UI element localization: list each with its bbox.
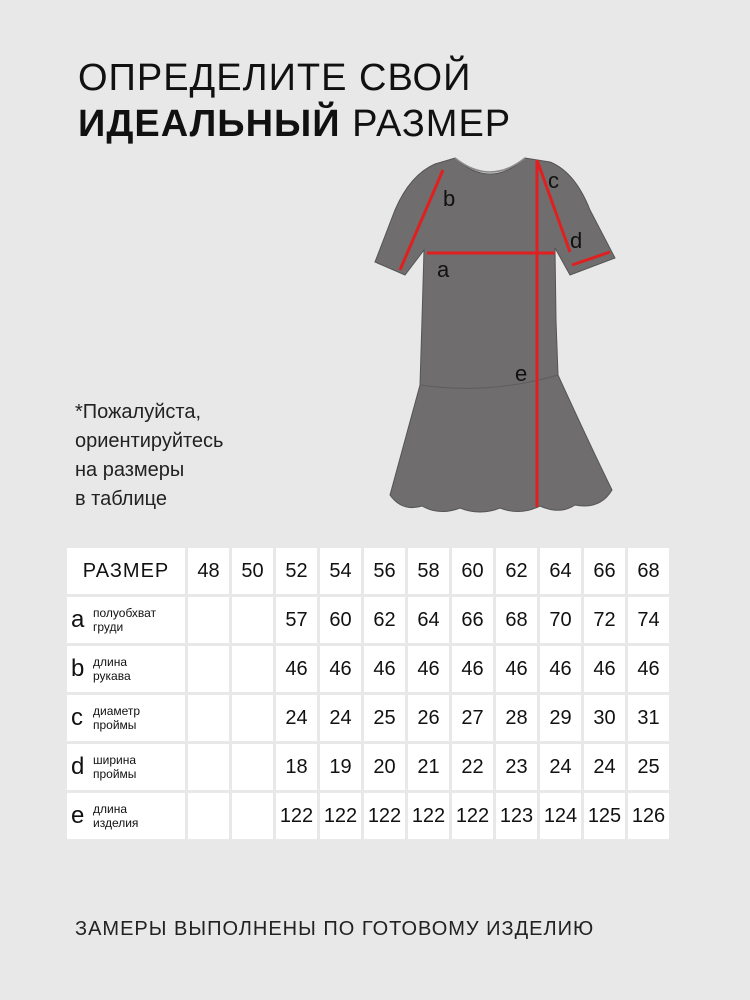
table-cell: 29 <box>540 695 581 741</box>
row-label-cell <box>67 597 185 643</box>
label-a: a <box>437 257 450 282</box>
dress-diagram <box>360 150 620 520</box>
row-name <box>93 655 131 683</box>
row-label <box>67 655 185 683</box>
table-cell: 70 <box>540 597 581 643</box>
row-label-cell <box>67 695 185 741</box>
label-d: d <box>570 228 583 253</box>
table-cell: 68 <box>496 597 537 643</box>
table-cell: 122 <box>320 793 361 839</box>
table-cell: 18 <box>276 744 317 790</box>
table-cell: 46 <box>496 646 537 692</box>
row-name <box>93 606 156 634</box>
table-cell <box>188 695 229 741</box>
title-line-1: ОПРЕДЕЛИТЕ СВОЙ <box>78 57 472 99</box>
row-label-cell <box>67 646 185 692</box>
table-cell: 46 <box>364 646 405 692</box>
row-letter: b <box>71 655 85 682</box>
table-cell: 122 <box>364 793 405 839</box>
row-name-line: проймы <box>93 767 137 781</box>
size-header-cell: 58 <box>408 548 449 594</box>
table-cell: 20 <box>364 744 405 790</box>
table-cell: 62 <box>364 597 405 643</box>
table-cell: 46 <box>540 646 581 692</box>
size-header-cell: 60 <box>452 548 493 594</box>
table-row <box>67 597 669 643</box>
table-cell: 46 <box>452 646 493 692</box>
row-label <box>67 704 185 732</box>
table-cell: 24 <box>320 695 361 741</box>
table-cell: 19 <box>320 744 361 790</box>
table-cell: 126 <box>628 793 669 839</box>
table-row <box>67 695 669 741</box>
row-name-line: длина <box>93 655 128 669</box>
table-cell: 46 <box>276 646 317 692</box>
size-header-cell: 68 <box>628 548 669 594</box>
table-cell <box>232 597 273 643</box>
page-title <box>78 55 511 147</box>
size-note <box>75 398 223 514</box>
row-name <box>93 753 136 781</box>
table-cell <box>188 597 229 643</box>
table-cell: 21 <box>408 744 449 790</box>
table-cell <box>232 744 273 790</box>
table-cell <box>188 646 229 692</box>
label-b: b <box>443 186 456 211</box>
row-name-line: проймы <box>93 718 137 732</box>
table-cell: 28 <box>496 695 537 741</box>
table-cell: 57 <box>276 597 317 643</box>
size-header-cell: 54 <box>320 548 361 594</box>
table-cell: 64 <box>408 597 449 643</box>
note-line: *Пожалуйста, <box>75 401 202 423</box>
row-label-cell <box>67 793 185 839</box>
table-cell: 22 <box>452 744 493 790</box>
note-line: на размеры <box>75 459 185 481</box>
table-cell: 46 <box>628 646 669 692</box>
table-cell: 122 <box>452 793 493 839</box>
row-name <box>93 704 140 732</box>
title-bold-word: ИДЕАЛЬНЫЙ <box>78 103 341 145</box>
title-line-2 <box>78 101 511 147</box>
row-letter: a <box>71 606 85 633</box>
row-name-line: полуобхват <box>93 606 157 620</box>
row-name <box>93 802 138 830</box>
dress-silhouette <box>375 158 615 512</box>
table-cell <box>188 744 229 790</box>
table-cell: 24 <box>540 744 581 790</box>
size-header-cell: 52 <box>276 548 317 594</box>
row-name-line: диаметр <box>93 704 141 718</box>
row-name-line: длина <box>93 802 128 816</box>
size-header-cell: 48 <box>188 548 229 594</box>
table-cell: 60 <box>320 597 361 643</box>
row-label <box>67 802 185 830</box>
table-cell: 23 <box>496 744 537 790</box>
size-table <box>64 545 672 842</box>
table-cell: 66 <box>452 597 493 643</box>
footer-note: ЗАМЕРЫ ВЫПОЛНЕНЫ ПО ГОТОВОМУ ИЗДЕЛИЮ <box>75 918 595 940</box>
row-name-line: ширина <box>93 753 137 767</box>
table-header-row <box>67 548 669 594</box>
size-header-cell: 66 <box>584 548 625 594</box>
row-label <box>67 606 185 634</box>
label-e: e <box>515 361 528 386</box>
size-header-cell: 62 <box>496 548 537 594</box>
table-cell: 46 <box>584 646 625 692</box>
label-c: c <box>548 168 559 193</box>
table-cell: 46 <box>320 646 361 692</box>
row-letter: e <box>71 802 85 829</box>
size-header-cell: 50 <box>232 548 273 594</box>
table-cell <box>232 793 273 839</box>
table-cell <box>232 646 273 692</box>
table-cell: 24 <box>584 744 625 790</box>
table-cell: 122 <box>408 793 449 839</box>
note-line: ориентируйтесь <box>75 430 224 452</box>
table-cell: 74 <box>628 597 669 643</box>
table-cell: 25 <box>364 695 405 741</box>
row-letter: c <box>71 704 83 731</box>
table-cell: 123 <box>496 793 537 839</box>
table-cell: 31 <box>628 695 669 741</box>
row-letter: d <box>71 753 85 780</box>
row-name-line: груди <box>93 620 124 634</box>
size-header-cell: 56 <box>364 548 405 594</box>
table-cell: 25 <box>628 744 669 790</box>
table-cell: 30 <box>584 695 625 741</box>
row-label <box>67 753 185 781</box>
table-cell <box>188 793 229 839</box>
table-cell: 46 <box>408 646 449 692</box>
table-cell: 26 <box>408 695 449 741</box>
row-name-line: рукава <box>93 669 131 683</box>
row-name-line: изделия <box>93 816 139 830</box>
size-header-cell: 64 <box>540 548 581 594</box>
table-header-label: РАЗМЕР <box>67 548 185 594</box>
table-cell <box>232 695 273 741</box>
table-cell: 24 <box>276 695 317 741</box>
table-row <box>67 744 669 790</box>
title-rest-word: РАЗМЕР <box>340 103 512 145</box>
table-cell: 125 <box>584 793 625 839</box>
table-row <box>67 793 669 839</box>
row-label-cell <box>67 744 185 790</box>
table-cell: 122 <box>276 793 317 839</box>
table-row <box>67 646 669 692</box>
note-line: в таблице <box>75 488 167 510</box>
table-cell: 124 <box>540 793 581 839</box>
table-cell: 27 <box>452 695 493 741</box>
table-cell: 72 <box>584 597 625 643</box>
